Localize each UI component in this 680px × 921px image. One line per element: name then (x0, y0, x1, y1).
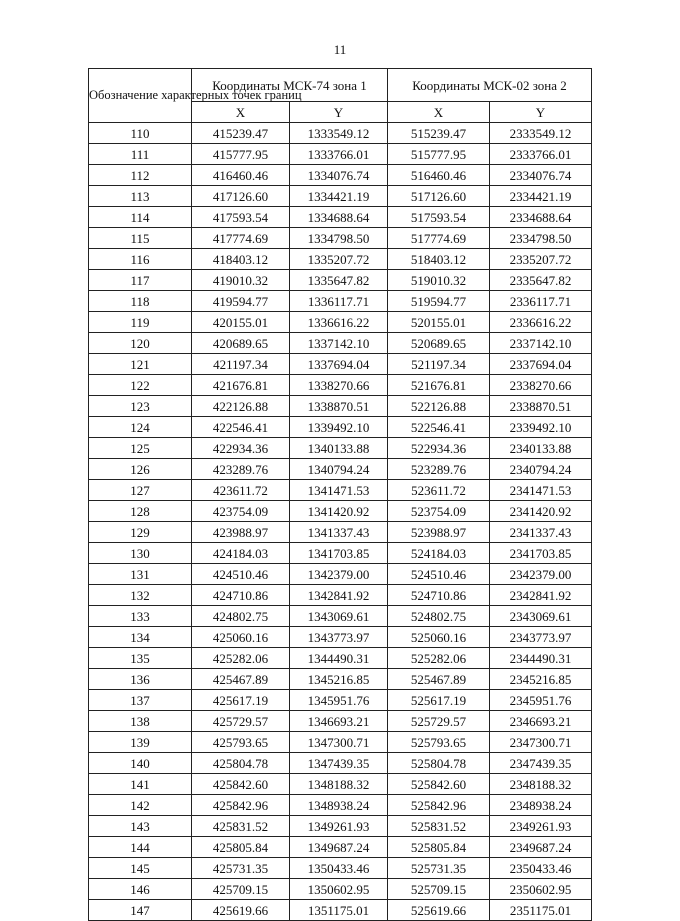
header-msk02-x: X (388, 102, 490, 123)
cell-msk02-y: 2348938.24 (490, 795, 592, 816)
cell-msk74-y: 1333549.12 (290, 123, 388, 144)
cell-msk02-y: 2341471.53 (490, 480, 592, 501)
cell-msk74-y: 1344490.31 (290, 648, 388, 669)
cell-msk02-y: 2341337.43 (490, 522, 592, 543)
cell-point-id: 124 (89, 417, 192, 438)
cell-msk74-y: 1347439.35 (290, 753, 388, 774)
cell-msk74-x: 424802.75 (192, 606, 290, 627)
cell-msk74-x: 417126.60 (192, 186, 290, 207)
cell-msk74-x: 418403.12 (192, 249, 290, 270)
cell-msk02-x: 523754.09 (388, 501, 490, 522)
cell-msk74-y: 1335207.72 (290, 249, 388, 270)
cell-point-id: 114 (89, 207, 192, 228)
cell-msk02-x: 518403.12 (388, 249, 490, 270)
cell-msk74-x: 419010.32 (192, 270, 290, 291)
cell-msk74-x: 422546.41 (192, 417, 290, 438)
cell-msk74-x: 424184.03 (192, 543, 290, 564)
cell-msk02-x: 515239.47 (388, 123, 490, 144)
cell-msk74-x: 425842.96 (192, 795, 290, 816)
cell-msk74-y: 1340133.88 (290, 438, 388, 459)
cell-msk74-x: 425729.57 (192, 711, 290, 732)
cell-msk02-y: 2334076.74 (490, 165, 592, 186)
table-row (89, 564, 592, 585)
table-row (89, 186, 592, 207)
cell-point-id: 133 (89, 606, 192, 627)
cell-msk02-y: 2338870.51 (490, 396, 592, 417)
cell-point-id: 136 (89, 669, 192, 690)
cell-msk74-x: 425060.16 (192, 627, 290, 648)
cell-msk74-y: 1334798.50 (290, 228, 388, 249)
table-row (89, 144, 592, 165)
cell-point-id: 139 (89, 732, 192, 753)
cell-msk74-x: 422934.36 (192, 438, 290, 459)
cell-msk02-y: 2345216.85 (490, 669, 592, 690)
cell-point-id: 137 (89, 690, 192, 711)
cell-msk02-y: 2336117.71 (490, 291, 592, 312)
cell-msk74-x: 415239.47 (192, 123, 290, 144)
table-row (89, 396, 592, 417)
cell-point-id: 110 (89, 123, 192, 144)
table-row (89, 648, 592, 669)
coordinates-table (88, 68, 592, 921)
table-row (89, 606, 592, 627)
table-row (89, 333, 592, 354)
table-row (89, 459, 592, 480)
cell-msk74-x: 423988.97 (192, 522, 290, 543)
table-row (89, 207, 592, 228)
cell-point-id: 130 (89, 543, 192, 564)
cell-msk74-y: 1346693.21 (290, 711, 388, 732)
cell-msk74-y: 1337694.04 (290, 354, 388, 375)
cell-msk02-x: 517126.60 (388, 186, 490, 207)
cell-msk74-y: 1345216.85 (290, 669, 388, 690)
table-row (89, 627, 592, 648)
cell-msk74-x: 420155.01 (192, 312, 290, 333)
cell-point-id: 115 (89, 228, 192, 249)
cell-msk74-x: 424510.46 (192, 564, 290, 585)
cell-msk74-x: 423754.09 (192, 501, 290, 522)
cell-msk02-x: 525731.35 (388, 858, 490, 879)
cell-msk02-y: 2340133.88 (490, 438, 592, 459)
cell-msk74-x: 419594.77 (192, 291, 290, 312)
cell-msk02-y: 2334798.50 (490, 228, 592, 249)
cell-msk74-x: 425831.52 (192, 816, 290, 837)
cell-msk74-y: 1340794.24 (290, 459, 388, 480)
header-msk02-y: Y (490, 102, 592, 123)
cell-msk74-x: 425804.78 (192, 753, 290, 774)
cell-msk74-y: 1343069.61 (290, 606, 388, 627)
cell-msk74-x: 425805.84 (192, 837, 290, 858)
cell-msk74-x: 425617.19 (192, 690, 290, 711)
cell-msk02-y: 2338270.66 (490, 375, 592, 396)
cell-msk02-x: 525282.06 (388, 648, 490, 669)
cell-msk02-y: 2341420.92 (490, 501, 592, 522)
cell-msk74-y: 1348938.24 (290, 795, 388, 816)
cell-msk02-y: 2335647.82 (490, 270, 592, 291)
cell-msk74-y: 1350433.46 (290, 858, 388, 879)
cell-msk74-y: 1336616.22 (290, 312, 388, 333)
cell-msk74-y: 1343773.97 (290, 627, 388, 648)
cell-point-id: 129 (89, 522, 192, 543)
cell-msk02-x: 525709.15 (388, 879, 490, 900)
cell-msk74-y: 1336117.71 (290, 291, 388, 312)
cell-msk02-x: 520689.65 (388, 333, 490, 354)
cell-msk02-y: 2343069.61 (490, 606, 592, 627)
cell-msk02-x: 521197.34 (388, 354, 490, 375)
cell-msk02-y: 2337694.04 (490, 354, 592, 375)
cell-msk74-y: 1334076.74 (290, 165, 388, 186)
cell-msk02-x: 519010.32 (388, 270, 490, 291)
cell-msk74-x: 425709.15 (192, 879, 290, 900)
cell-msk74-y: 1345951.76 (290, 690, 388, 711)
cell-msk02-y: 2335207.72 (490, 249, 592, 270)
cell-msk02-x: 525842.96 (388, 795, 490, 816)
cell-msk74-y: 1349261.93 (290, 816, 388, 837)
cell-msk02-x: 525842.60 (388, 774, 490, 795)
cell-msk02-y: 2342841.92 (490, 585, 592, 606)
cell-msk74-x: 416460.46 (192, 165, 290, 186)
table-row (89, 837, 592, 858)
cell-msk74-x: 425619.66 (192, 900, 290, 921)
cell-point-id: 134 (89, 627, 192, 648)
cell-msk02-x: 525805.84 (388, 837, 490, 858)
cell-msk02-x: 524802.75 (388, 606, 490, 627)
cell-msk02-y: 2333549.12 (490, 123, 592, 144)
cell-point-id: 144 (89, 837, 192, 858)
cell-msk02-y: 2337142.10 (490, 333, 592, 354)
cell-point-id: 128 (89, 501, 192, 522)
cell-msk74-y: 1337142.10 (290, 333, 388, 354)
cell-msk02-x: 521676.81 (388, 375, 490, 396)
table-row (89, 816, 592, 837)
cell-point-id: 120 (89, 333, 192, 354)
cell-msk02-x: 522934.36 (388, 438, 490, 459)
table-row (89, 123, 592, 144)
cell-msk02-x: 525617.19 (388, 690, 490, 711)
cell-msk02-y: 2350433.46 (490, 858, 592, 879)
cell-msk74-x: 417593.54 (192, 207, 290, 228)
cell-msk02-x: 524710.86 (388, 585, 490, 606)
table-header (89, 69, 592, 123)
cell-msk02-x: 522546.41 (388, 417, 490, 438)
header-msk74-zone1: Координаты МСК-74 зона 1 (192, 69, 388, 102)
cell-msk74-x: 415777.95 (192, 144, 290, 165)
table-row (89, 438, 592, 459)
cell-msk74-y: 1347300.71 (290, 732, 388, 753)
cell-msk02-x: 524510.46 (388, 564, 490, 585)
cell-msk02-y: 2333766.01 (490, 144, 592, 165)
cell-point-id: 127 (89, 480, 192, 501)
cell-msk74-x: 425842.60 (192, 774, 290, 795)
cell-msk02-y: 2336616.22 (490, 312, 592, 333)
cell-point-id: 138 (89, 711, 192, 732)
cell-msk74-y: 1335647.82 (290, 270, 388, 291)
cell-msk02-x: 525804.78 (388, 753, 490, 774)
header-msk74-y: Y (290, 102, 388, 123)
table-row (89, 501, 592, 522)
table-row (89, 795, 592, 816)
cell-point-id: 117 (89, 270, 192, 291)
cell-msk74-x: 423289.76 (192, 459, 290, 480)
cell-msk02-y: 2348188.32 (490, 774, 592, 795)
cell-msk74-x: 425793.65 (192, 732, 290, 753)
cell-msk02-x: 520155.01 (388, 312, 490, 333)
cell-msk02-x: 523611.72 (388, 480, 490, 501)
cell-msk02-x: 525467.89 (388, 669, 490, 690)
cell-msk02-x: 516460.46 (388, 165, 490, 186)
cell-point-id: 126 (89, 459, 192, 480)
cell-msk74-y: 1334421.19 (290, 186, 388, 207)
cell-msk74-y: 1333766.01 (290, 144, 388, 165)
cell-point-id: 125 (89, 438, 192, 459)
cell-msk02-y: 2345951.76 (490, 690, 592, 711)
table-row (89, 585, 592, 606)
cell-msk74-y: 1349687.24 (290, 837, 388, 858)
table-row (89, 165, 592, 186)
cell-msk74-x: 421676.81 (192, 375, 290, 396)
cell-msk02-x: 525060.16 (388, 627, 490, 648)
cell-point-id: 111 (89, 144, 192, 165)
cell-msk02-y: 2347300.71 (490, 732, 592, 753)
cell-msk02-y: 2351175.01 (490, 900, 592, 921)
cell-msk74-x: 424710.86 (192, 585, 290, 606)
cell-point-id: 135 (89, 648, 192, 669)
table-row (89, 669, 592, 690)
table-row (89, 291, 592, 312)
cell-point-id: 121 (89, 354, 192, 375)
cell-msk74-x: 425731.35 (192, 858, 290, 879)
cell-msk74-y: 1351175.01 (290, 900, 388, 921)
cell-point-id: 131 (89, 564, 192, 585)
cell-msk02-y: 2334421.19 (490, 186, 592, 207)
cell-point-id: 113 (89, 186, 192, 207)
cell-msk74-x: 420689.65 (192, 333, 290, 354)
table-row (89, 753, 592, 774)
cell-msk74-x: 423611.72 (192, 480, 290, 501)
cell-msk02-x: 523289.76 (388, 459, 490, 480)
cell-msk02-y: 2349261.93 (490, 816, 592, 837)
cell-msk74-y: 1338270.66 (290, 375, 388, 396)
table-row (89, 858, 592, 879)
cell-msk02-y: 2342379.00 (490, 564, 592, 585)
cell-point-id: 119 (89, 312, 192, 333)
table-row (89, 249, 592, 270)
cell-point-id: 122 (89, 375, 192, 396)
cell-point-id: 123 (89, 396, 192, 417)
table-row (89, 690, 592, 711)
table-row (89, 732, 592, 753)
header-msk02-zone2: Координаты МСК-02 зона 2 (388, 69, 592, 102)
cell-msk74-y: 1348188.32 (290, 774, 388, 795)
cell-msk02-x: 525729.57 (388, 711, 490, 732)
cell-msk02-x: 522126.88 (388, 396, 490, 417)
cell-point-id: 116 (89, 249, 192, 270)
cell-msk74-x: 421197.34 (192, 354, 290, 375)
table-row (89, 774, 592, 795)
cell-msk02-x: 517774.69 (388, 228, 490, 249)
cell-msk02-y: 2346693.21 (490, 711, 592, 732)
cell-msk74-y: 1338870.51 (290, 396, 388, 417)
cell-msk74-x: 425467.89 (192, 669, 290, 690)
table-row (89, 900, 592, 921)
cell-point-id: 141 (89, 774, 192, 795)
cell-msk74-y: 1350602.95 (290, 879, 388, 900)
cell-point-id: 145 (89, 858, 192, 879)
cell-point-id: 146 (89, 879, 192, 900)
cell-msk02-x: 515777.95 (388, 144, 490, 165)
cell-msk02-y: 2349687.24 (490, 837, 592, 858)
cell-msk02-y: 2343773.97 (490, 627, 592, 648)
cell-point-id: 118 (89, 291, 192, 312)
cell-msk02-y: 2350602.95 (490, 879, 592, 900)
cell-msk02-y: 2344490.31 (490, 648, 592, 669)
table-row (89, 312, 592, 333)
cell-msk74-x: 417774.69 (192, 228, 290, 249)
cell-msk02-y: 2341703.85 (490, 543, 592, 564)
cell-msk74-y: 1341703.85 (290, 543, 388, 564)
table-row (89, 543, 592, 564)
table-row (89, 375, 592, 396)
table-row (89, 522, 592, 543)
cell-msk02-x: 525831.52 (388, 816, 490, 837)
cell-point-id: 112 (89, 165, 192, 186)
header-msk74-x: X (192, 102, 290, 123)
cell-msk74-y: 1341420.92 (290, 501, 388, 522)
table-row (89, 879, 592, 900)
cell-msk02-x: 519594.77 (388, 291, 490, 312)
cell-point-id: 147 (89, 900, 192, 921)
cell-msk02-y: 2339492.10 (490, 417, 592, 438)
cell-msk74-y: 1339492.10 (290, 417, 388, 438)
table-row (89, 270, 592, 291)
table-row (89, 354, 592, 375)
header-point-label: Обозначение характерных точек границ (89, 69, 192, 123)
cell-msk02-x: 523988.97 (388, 522, 490, 543)
cell-msk02-x: 525793.65 (388, 732, 490, 753)
cell-msk02-y: 2334688.64 (490, 207, 592, 228)
page-number: 11 (333, 42, 347, 57)
cell-msk02-x: 525619.66 (388, 900, 490, 921)
cell-msk02-x: 517593.54 (388, 207, 490, 228)
cell-msk02-y: 2340794.24 (490, 459, 592, 480)
cell-msk74-y: 1342841.92 (290, 585, 388, 606)
table-body (89, 123, 592, 921)
cell-msk74-y: 1334688.64 (290, 207, 388, 228)
cell-msk02-x: 524184.03 (388, 543, 490, 564)
cell-point-id: 142 (89, 795, 192, 816)
table-row (89, 417, 592, 438)
cell-point-id: 140 (89, 753, 192, 774)
table-row (89, 711, 592, 732)
cell-point-id: 143 (89, 816, 192, 837)
cell-msk74-y: 1341337.43 (290, 522, 388, 543)
table-row (89, 480, 592, 501)
cell-msk74-y: 1341471.53 (290, 480, 388, 501)
cell-msk74-y: 1342379.00 (290, 564, 388, 585)
table-row (89, 228, 592, 249)
cell-msk74-x: 425282.06 (192, 648, 290, 669)
cell-msk02-y: 2347439.35 (490, 753, 592, 774)
cell-point-id: 132 (89, 585, 192, 606)
cell-msk74-x: 422126.88 (192, 396, 290, 417)
